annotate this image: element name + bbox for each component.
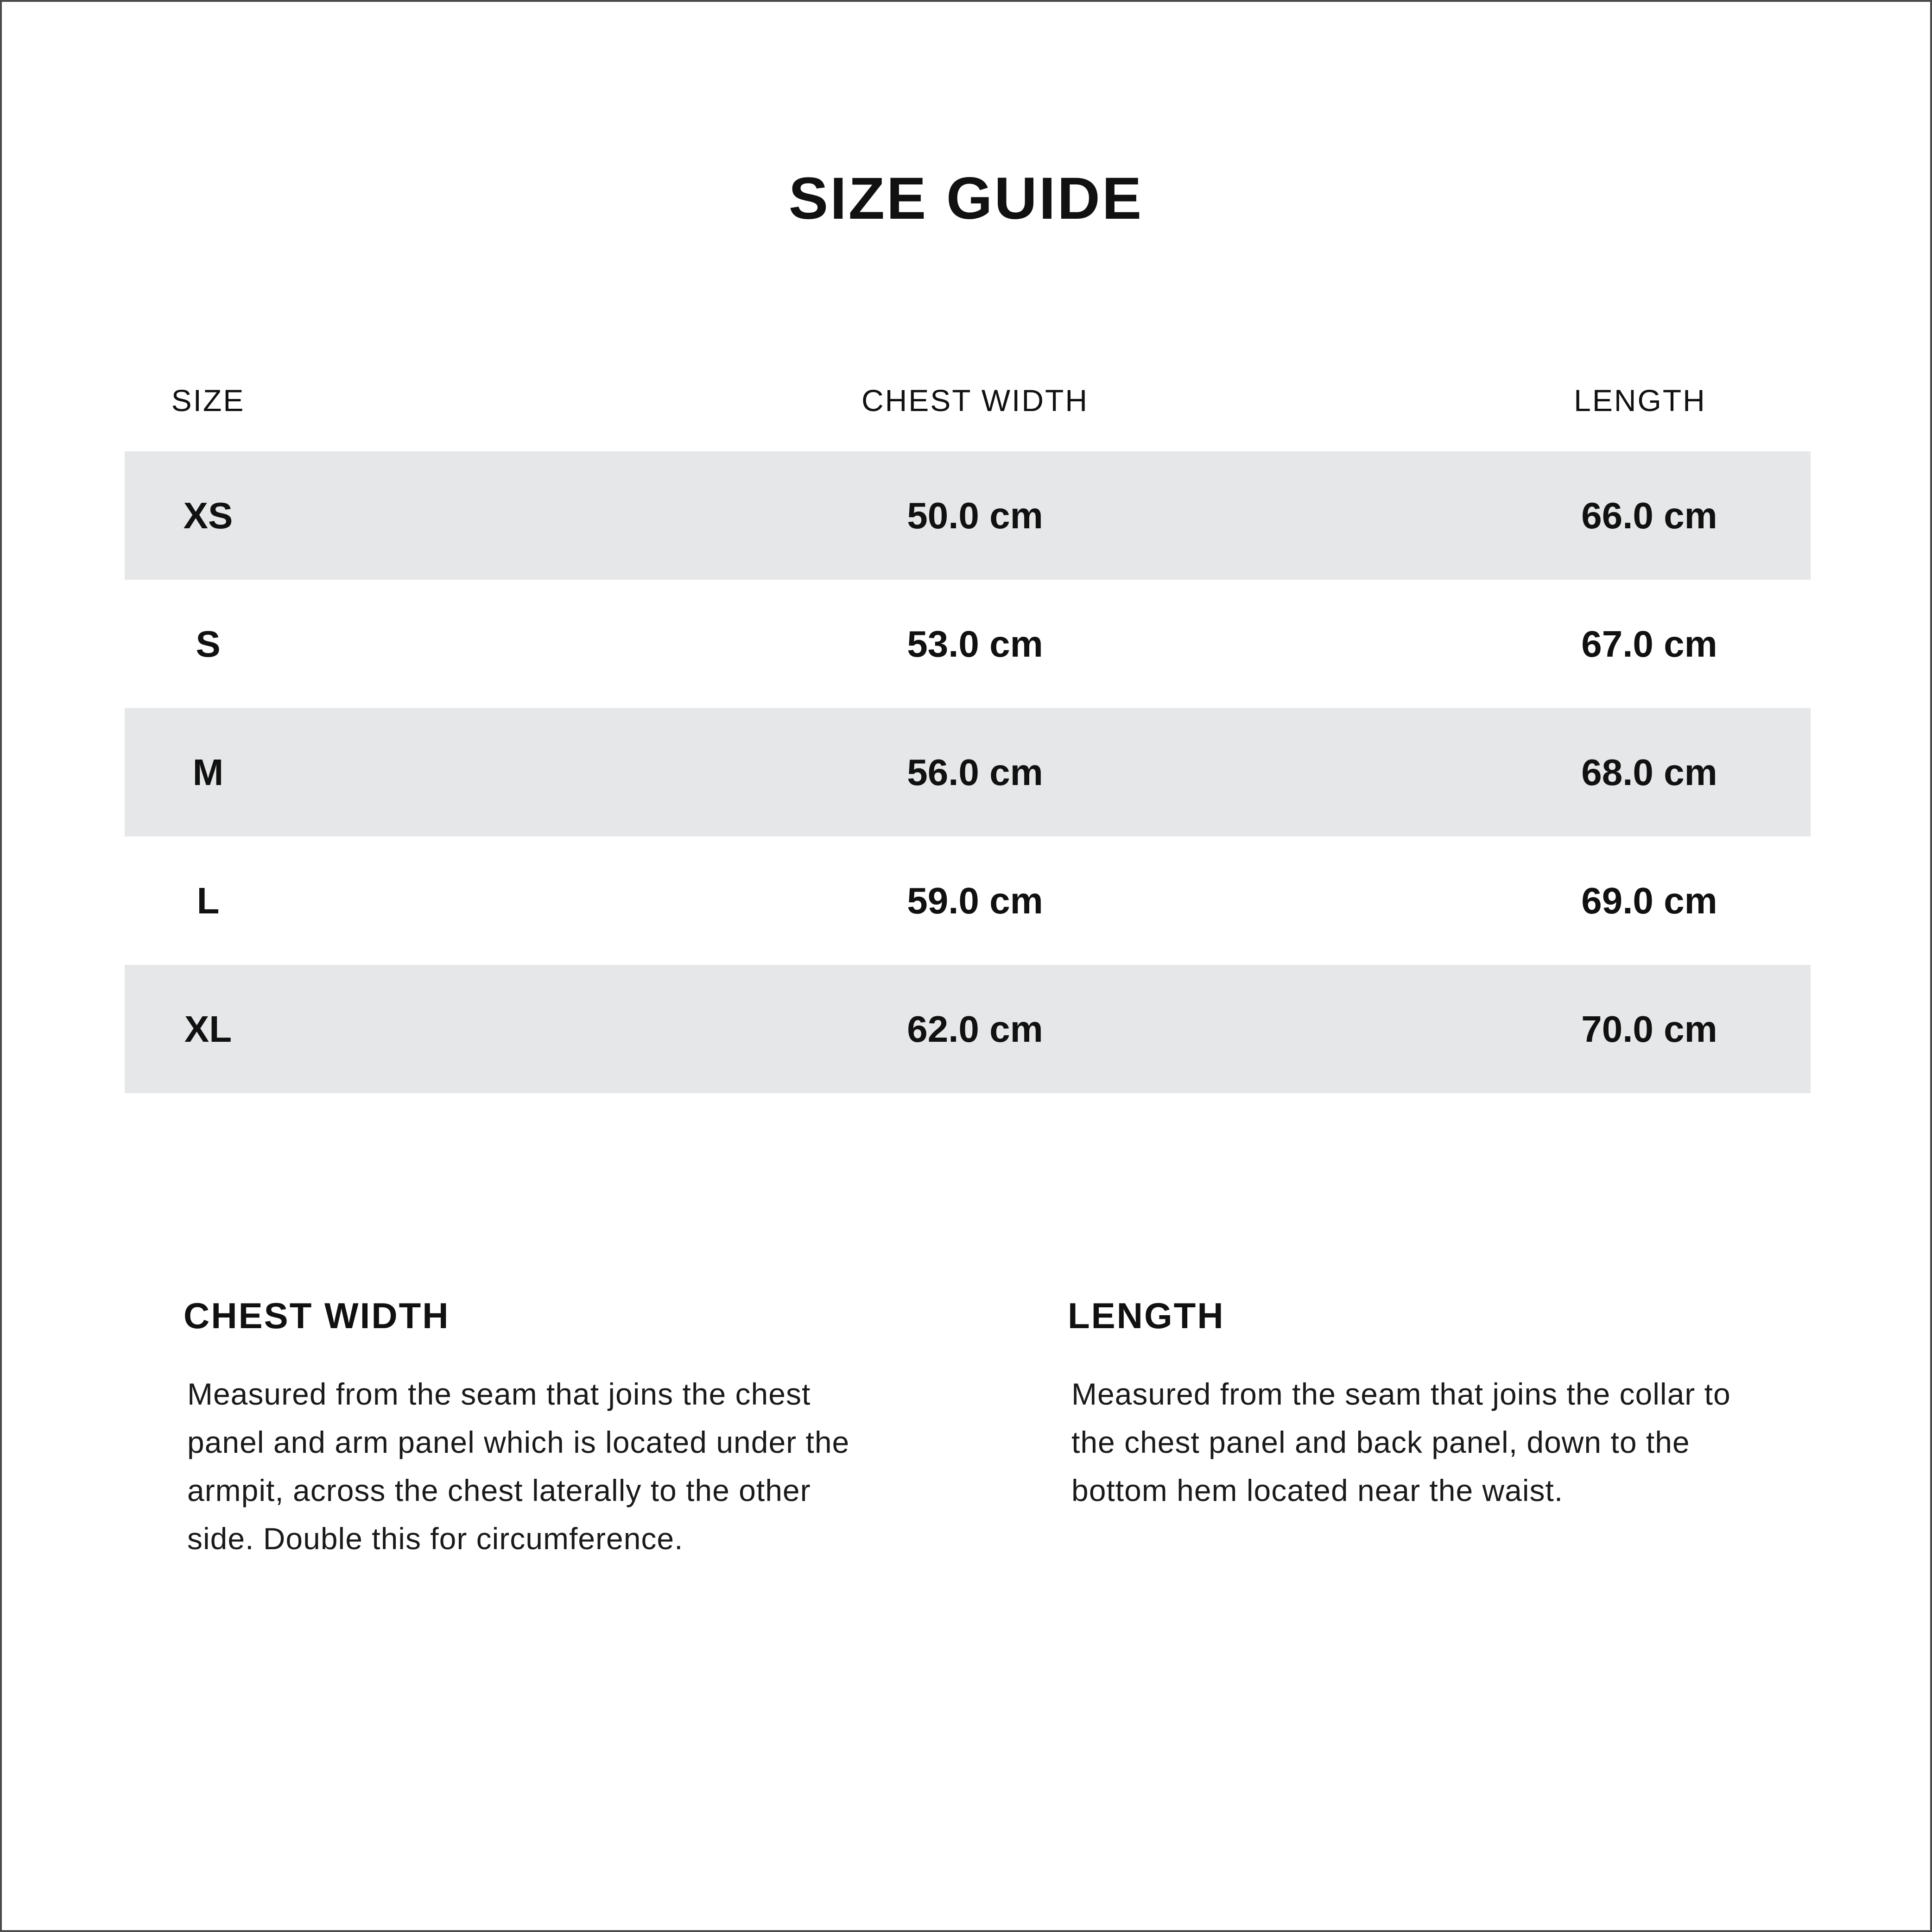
chest-width-note [184, 1295, 879, 1563]
chest-width-cell: 59.0 cm [907, 880, 1043, 921]
size-cell: XL [184, 1008, 232, 1050]
chest-width-cell: 53.0 cm [907, 623, 1043, 665]
table-header-row [125, 363, 1811, 451]
table-row [125, 836, 1811, 965]
size-cell: L [196, 880, 220, 921]
size-cell: M [192, 752, 224, 793]
table-row [125, 965, 1811, 1093]
length-cell: 67.0 cm [1581, 623, 1717, 665]
size-cell: XS [183, 495, 233, 536]
length-cell: 68.0 cm [1581, 752, 1717, 793]
size-table [125, 363, 1811, 1093]
chest-width-cell: 62.0 cm [907, 1008, 1043, 1050]
length-cell: 69.0 cm [1581, 880, 1717, 921]
table-row [125, 451, 1811, 580]
header-size: SIZE [171, 383, 245, 418]
size-cell: S [196, 623, 221, 665]
page-title: SIZE GUIDE [788, 165, 1144, 232]
chest-width-cell: 50.0 cm [907, 495, 1043, 536]
table-row [125, 580, 1811, 708]
length-note [1068, 1295, 1763, 1514]
chest-width-cell: 56.0 cm [907, 752, 1043, 793]
chest-width-note-text: Measured from the seam that joins the chest panel and arm panel which is located under the armpit, across the chest laterally to the other side. Double this for circumference. [187, 1377, 850, 1556]
length-cell: 66.0 cm [1581, 495, 1717, 536]
header-length: LENGTH [1574, 383, 1706, 418]
length-note-heading: LENGTH [1068, 1295, 1225, 1336]
table-row [125, 708, 1811, 836]
length-note-text: Measured from the seam that joins the collar to the chest panel and back panel, down to the bottom hem located near the waist. [1071, 1377, 1731, 1508]
header-chest-width: CHEST WIDTH [861, 383, 1089, 418]
chest-width-note-heading: CHEST WIDTH [184, 1295, 450, 1336]
length-cell: 70.0 cm [1581, 1008, 1717, 1050]
